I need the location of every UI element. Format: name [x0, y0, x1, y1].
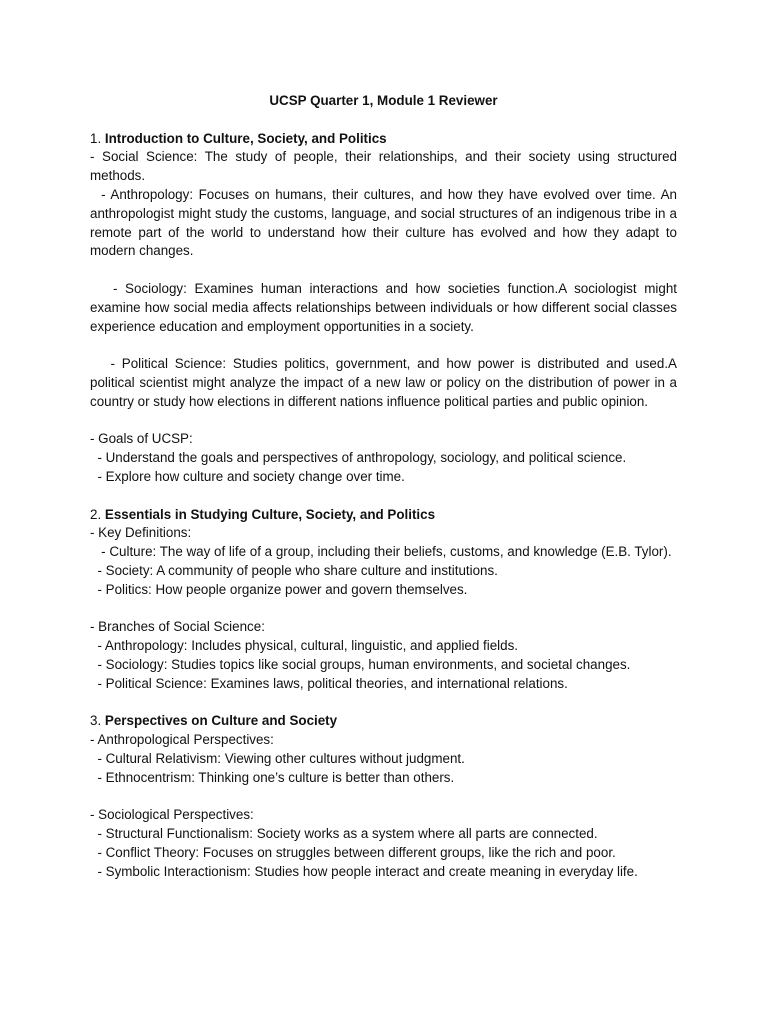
document-title: UCSP Quarter 1, Module 1 Reviewer — [269, 93, 498, 108]
section-1-heading — [90, 130, 677, 149]
branch-item: - Political Science: Examines laws, political theories, and international relations. — [90, 675, 568, 691]
goals-label: - Goals of UCSP: — [90, 431, 193, 447]
spacer — [90, 487, 677, 506]
spacer — [90, 111, 677, 130]
perspective-item: - Conflict Theory: Focuses on struggles between different groups, like the rich and poor. — [90, 844, 616, 860]
spacer — [90, 787, 677, 806]
goal-item: - Understand the goals and perspectives of anthropology, sociology, and political science. — [90, 450, 627, 466]
spacer — [90, 336, 677, 355]
perspective-item: - Symbolic Interactionism: Studies how people interact and create meaning in everyday life. — [90, 863, 638, 879]
sociological-perspectives-label: - Sociological Perspectives: — [90, 807, 254, 823]
section-title: Introduction to Culture, Society, and Politics — [104, 130, 387, 146]
section-2-heading — [90, 506, 677, 525]
section-title: Perspectives on Culture and Society — [104, 713, 338, 729]
spacer — [90, 412, 677, 431]
perspective-item: - Cultural Relativism: Viewing other cultures without judgment. — [90, 750, 465, 766]
culture-definition: - Culture: The way of life of a group, including their beliefs, customs, and knowledge (E.B. Tylor). — [90, 544, 672, 560]
section-3-heading — [90, 712, 677, 731]
document-page — [90, 92, 681, 881]
anthropological-perspectives-label: - Anthropological Perspectives: — [90, 732, 274, 748]
section-number: 1. — [90, 130, 102, 146]
perspective-item: - Structural Functionalism: Society works as a system where all parts are connected. — [90, 826, 598, 842]
definitions-label: - Key Definitions: — [90, 525, 192, 541]
definition-item: - Politics: How people organize power and govern themselves. — [90, 581, 468, 597]
branch-item: - Sociology: Studies topics like social groups, human environments, and societal changes. — [90, 656, 631, 672]
political-science-paragraph: - Political Science: Studies politics, government, and how power is distributed and used.A political scientist might analyze the impact of a new law or policy on the distribution of power in a country or study how elections in different nations influence political parties and public opinion. — [90, 356, 681, 409]
spacer — [90, 694, 677, 713]
perspective-item: - Ethnocentrism: Thinking one’s culture is better than others. — [90, 769, 455, 785]
section-number: 2. — [90, 506, 102, 522]
section-title: Essentials in Studying Culture, Society, and Politics — [104, 506, 436, 522]
branch-item: - Anthropology: Includes physical, cultural, linguistic, and applied fields. — [90, 638, 519, 654]
sociology-paragraph: - Sociology: Examines human interactions and how societies function.A sociologist might examine how social media affects relationships between individuals or how different social classes experience education and employment opportunities in a society. — [90, 280, 681, 334]
definition-item: - Society: A community of people who share culture and institutions. — [90, 562, 498, 578]
branches-label: - Branches of Social Science: — [90, 619, 265, 635]
spacer — [90, 600, 677, 619]
social-science-definition: - Social Science: The study of people, their relationships, and their society using structured methods. — [90, 149, 681, 184]
goal-item: - Explore how culture and society change over time. — [90, 468, 405, 484]
spacer — [90, 261, 677, 280]
section-number: 3. — [90, 713, 102, 729]
anthropology-paragraph: - Anthropology: Focuses on humans, their cultures, and how they have evolved over time. An anthropologist might study the customs, language, and social structures of an indigenous tribe in a remote part of the world to understand how their culture has evolved and how they adapt to modern changes. — [90, 186, 681, 259]
